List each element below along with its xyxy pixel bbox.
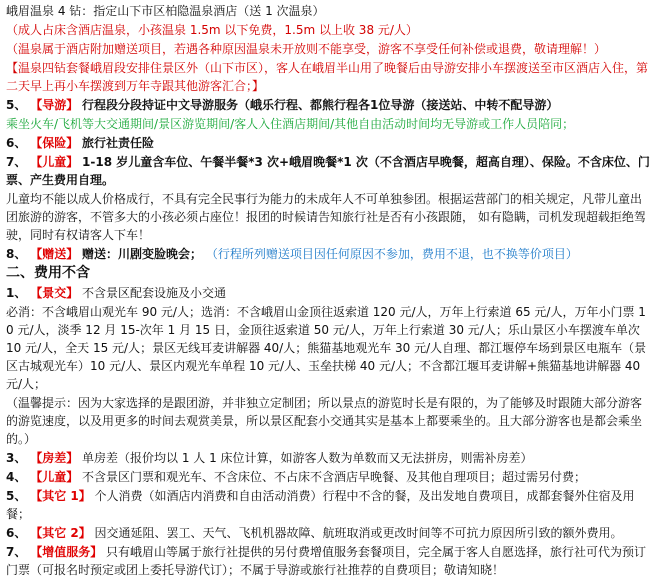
item-text: 不含景区配套设施及小交通 bbox=[82, 286, 227, 300]
item-text: 因交通延阻、罢工、天气、飞机机器故障、航班取消或更改时间等不可抗力原因所引致的额外费用。 bbox=[94, 526, 623, 540]
children-note: 儿童均不能以成人价格成行，不具有完全民事行为能力的未成年人不可单独参团。根据运营部门的相关规定，凡带儿童出团旅游的游客，不管多大的小孩必须占座位！报团的时候请告知旅行社是否有小孩跟随， 如有隐瞒，司机发现超载拒绝驾驶，同时有权请客人下车！ bbox=[6, 192, 646, 242]
item-tag: 【保险】 bbox=[30, 136, 79, 150]
item-tag: 【增值服务】 bbox=[30, 545, 103, 559]
item-text: 1-18 岁儿童含车位、午餐半餐*3 次+峨眉晚餐*1 次（不含酒店早晚餐，超高自理）、保险。不含床位、门票、产生费用自理。 bbox=[6, 155, 650, 187]
item-number: 4、 bbox=[6, 470, 27, 484]
item-text: 行程段分段持证中文导游服务（峨乐行程、都熊行程各1位导游（接送站、中转不配导游） bbox=[82, 98, 559, 112]
hot-spring-arrangement: 【温泉四钻套餐峨眉段安排住景区外（山下市区），客人在峨眉半山用了晚餐后由导游安排小车摆渡送至市区酒店入住，第二天早上再小车摆渡到万年寺跟其他游客汇合；】 bbox=[6, 61, 649, 93]
item-tag: 【其它 1】 bbox=[30, 489, 91, 503]
item-children-excluded bbox=[6, 468, 651, 486]
item-tag: 【其它 2】 bbox=[30, 526, 91, 540]
transport-tip: （温馨提示：因为大家选择的是跟团游，并非独立定制团；所以景点的游览时长是有限的，为了能够及时跟随大部分游客的游览速度，以及用更多的时间去观赏美景，所以景区配套小交通其实是基本上都要乘坐的。且大部分游客也是都会乘坐的。） bbox=[6, 396, 643, 446]
item-number: 7、 bbox=[6, 155, 27, 169]
item-number: 5、 bbox=[6, 489, 27, 503]
guide-note: 乘坐火车/飞机等大交通期间/景区游览期间/客人入住酒店期间/其他自由活动时间均无导游或工作人员陪同； bbox=[6, 117, 575, 131]
item-text: 旅行社责任险 bbox=[82, 136, 155, 150]
item-tag: 【房差】 bbox=[30, 451, 79, 465]
item-number: 6、 bbox=[6, 136, 27, 150]
section-heading-excluded: 二、费用不含 bbox=[6, 265, 90, 281]
hot-spring-price-note: （成人占床含酒店温泉，小孩温泉 1.5m 以下免费，1.5m 以上收 38 元/人） bbox=[6, 23, 418, 37]
item-text: 赠送：川剧变脸晚会； bbox=[82, 247, 203, 261]
item-other-2 bbox=[6, 524, 651, 542]
item-tag: 【赠送】 bbox=[30, 247, 79, 261]
item-text: 不含景区门票和观光车、不含床位、不占床不含酒店早晚餐、及其他自理项目；超过需另付费； bbox=[82, 470, 587, 484]
item-other-1 bbox=[6, 487, 651, 523]
transport-prices: 必消：不含峨眉山观光车 90 元/人；选消：不含峨眉山金顶往返索道 120 元/人，万年上行索道 65 元/人，万年小门票 10 元/人，淡季 12 月 15-次年 1 月 15 日，金顶往返索道 50 元/人，万年上行索道 30 元/人；乐山景区小车摆渡车单次 10 元/人，全天 15 元/人；景区无线耳麦讲解器 40/人；熊猫基地观光车 30 元/人自理、都江堰停车场到景区电瓶车（景区古城观光车）10 元/人、景区内观光车单程 10 元/人、玉垒扶梯 40 元/人；不含都江堰耳麦讲解+熊猫基地讲解器 40 元/人； bbox=[6, 305, 647, 391]
item-number: 6、 bbox=[6, 526, 27, 540]
item-text: 单房差（报价均以 1 人 1 床位计算，如游客人数为单数而又无法拼房，则需补房差） bbox=[82, 451, 533, 465]
item-number: 3、 bbox=[6, 451, 27, 465]
item-text: 只有峨眉山等属于旅行社提供的另付费增值服务套餐项目，完全属于客人自愿选择，旅行社可代为预订门票（可报名时预定或团上委托导游代订）；不属于导游或旅行社推荐的自费项目；敬请知晓！ bbox=[6, 545, 647, 577]
hotel-line: 峨眉温泉 4 钻：指定山下市区柏隐温泉酒店（送 1 次温泉） bbox=[6, 4, 325, 18]
hot-spring-disclaimer: （温泉属于酒店附加赠送项目，若遇各种原因温泉未开放则不能享受，游客不享受任何补偿或退费，敬请理解！） bbox=[6, 42, 607, 56]
item-number: 1、 bbox=[6, 286, 27, 300]
item-tag: 【儿童】 bbox=[30, 470, 79, 484]
item-text: 个人消费（如酒店内消费和自由活动消费）行程中不含的餐，及出发地自费项目，成都套餐外住宿及用餐； bbox=[6, 489, 635, 521]
item-number: 5、 bbox=[6, 98, 27, 112]
item-tag: 【景交】 bbox=[30, 286, 79, 300]
item-number: 7、 bbox=[6, 545, 27, 559]
gift-note: （行程所列赠送项目因任何原因不参加，费用不退，也不换等价项目） bbox=[205, 247, 578, 261]
item-room-difference bbox=[6, 449, 651, 467]
item-scenic-transport bbox=[6, 284, 651, 302]
item-tag: 【导游】 bbox=[30, 98, 79, 112]
item-gift bbox=[6, 245, 651, 263]
item-children bbox=[6, 153, 651, 189]
item-insurance bbox=[6, 134, 651, 152]
item-number: 8、 bbox=[6, 247, 27, 261]
item-value-added bbox=[6, 543, 651, 579]
item-tag: 【儿童】 bbox=[30, 155, 79, 169]
item-guide bbox=[6, 96, 651, 114]
